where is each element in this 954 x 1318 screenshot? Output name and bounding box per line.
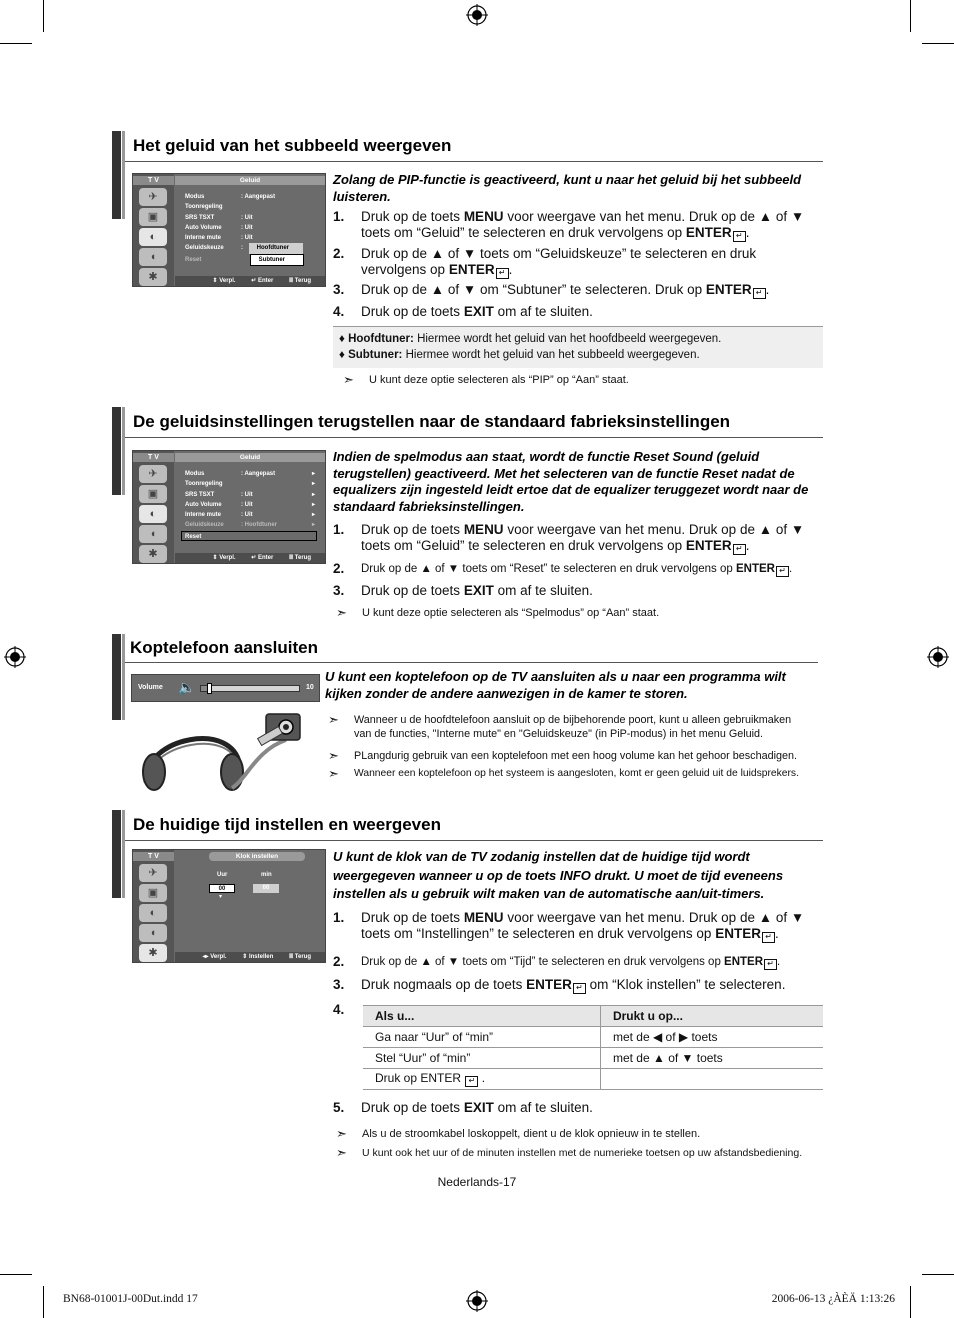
setup-icon: ✱ xyxy=(139,944,167,962)
slug-left: BN68-01001J-00Dut.indd 17 xyxy=(63,1293,198,1305)
menu-key: Geluidskeuze xyxy=(185,245,224,252)
hour-value: 00 xyxy=(209,884,235,893)
section-bar xyxy=(112,407,121,495)
menu-key: Modus xyxy=(185,471,205,477)
note-arrow-icon: ➣ xyxy=(336,605,347,620)
footer-enter: Enter xyxy=(257,278,274,284)
volume-label: Volume xyxy=(138,684,163,691)
section-bar xyxy=(122,634,125,720)
section-bar xyxy=(122,131,125,219)
volume-value: 10 xyxy=(306,684,314,691)
minute-label: min xyxy=(261,872,272,878)
picture-icon: ▣ xyxy=(139,884,167,902)
menu-value: : Uit xyxy=(241,224,253,231)
note-arrow-icon: ➣ xyxy=(336,1126,347,1141)
footer-move: Verpl. xyxy=(219,555,236,561)
menu-value: : Hoofdtuner xyxy=(241,522,277,529)
volume-osd xyxy=(131,674,320,702)
menu-header: Klok instellen xyxy=(209,852,305,861)
menu-key: Interne mute xyxy=(185,512,222,519)
section-intro: U kunt een koptelefoon op de TV aansluiten als u naar een programma wilt kijken zonder de andere aanwezigen in de kamer te storen. xyxy=(325,669,786,701)
crop-mark xyxy=(922,1274,954,1275)
picture-icon: ▣ xyxy=(139,208,167,226)
popup-option: Hoofdtuner xyxy=(249,243,303,253)
menu-key: SRS TSXT xyxy=(185,491,215,498)
table-row: Ga naar “Uur” of “min” met de ◀ of ▶ toets xyxy=(363,1027,823,1048)
page-number: Nederlands-17 xyxy=(437,1175,517,1189)
section-intro: Indien de spelmodus aan staat, wordt de functie Reset Sound (geluid terugstellen) geactiveerd. Met het selecteren van de functie Reset nadat de equalizers zijn ingesteld leidt ertoe dat de equalizer teruggezet wordt naar de standaard fabrieksinstellingen. xyxy=(333,449,809,514)
section-intro: U kunt de klok van de TV zodanig instellen dat de huidige tijd wordt weergegeven wanneer u op de toets INFO drukt. U moet de tijd eveneens instellen als u gebruik wilt maken van de automatische aan/uit-timers. xyxy=(333,849,784,901)
table-header: Drukt u op... xyxy=(600,1006,823,1027)
registration-mark-icon xyxy=(466,4,488,26)
section-bar xyxy=(122,407,125,495)
footer-set: Instellen xyxy=(248,954,274,960)
tv-menu-clock xyxy=(132,849,326,963)
note-arrow-icon: ➣ xyxy=(328,712,339,727)
menu-key: Auto Volume xyxy=(185,224,222,231)
crop-mark xyxy=(922,43,954,44)
channel-icon: ◖ xyxy=(139,248,167,266)
menu-key-selected: Reset xyxy=(185,533,202,540)
menu-footer: ⇕ Verpl. ↵ Enter Ⅲ Terug xyxy=(175,553,325,563)
crop-mark xyxy=(0,1274,32,1275)
crop-mark xyxy=(43,1286,44,1318)
menu-value: : Uit xyxy=(241,491,253,498)
footer-enter: Enter xyxy=(257,555,274,561)
section-title: De geluidsinstellingen terugstellen naar de standaard fabrieksinstellingen xyxy=(133,412,731,431)
table-row: Stel “Uur” of “min” met de ▲ of ▼ toets xyxy=(363,1048,823,1069)
registration-mark-icon xyxy=(927,646,949,668)
menu-value: : Uit xyxy=(241,214,253,221)
section-rule xyxy=(125,840,823,841)
note-arrow-icon: ➣ xyxy=(328,748,339,763)
menu-header: Geluid xyxy=(175,176,325,185)
setup-icon: ✱ xyxy=(139,268,167,286)
section-rule xyxy=(125,161,823,162)
menu-value: : Uit xyxy=(241,235,253,242)
crop-mark xyxy=(0,43,32,44)
table-row: Druk op ENTER ↵ . xyxy=(363,1069,823,1090)
section-bar xyxy=(112,131,121,219)
crop-mark xyxy=(910,0,911,32)
antenna-icon: ✈ xyxy=(139,465,167,483)
section-title: De huidige tijd instellen en weergeven xyxy=(133,815,441,834)
menu-value: : xyxy=(241,245,243,252)
section-title: Koptelefoon aansluiten xyxy=(130,638,318,657)
menu-key: Modus xyxy=(185,194,205,200)
menu-key: Geluidskeuze xyxy=(185,522,224,529)
menu-key: Auto Volume xyxy=(185,501,222,508)
sound-icon: ◐ xyxy=(139,228,167,246)
tv-label: T V xyxy=(133,852,174,861)
note-arrow-icon: ➣ xyxy=(343,372,354,387)
section-rule xyxy=(125,437,823,438)
key-table xyxy=(363,1005,823,1090)
minute-value: 00 xyxy=(253,884,279,893)
table-header: Als u... xyxy=(363,1006,600,1027)
menu-value: : Uit xyxy=(241,501,253,508)
footer-back: Terug xyxy=(294,954,311,960)
footer-move: Verpl. xyxy=(219,278,236,284)
channel-icon: ◖ xyxy=(139,924,167,942)
section-bar xyxy=(112,634,121,720)
menu-key: Toonregeling xyxy=(185,481,223,488)
footer-back: Terug xyxy=(294,555,311,561)
menu-key: Reset xyxy=(185,256,202,263)
menu-value: : Uit xyxy=(241,512,253,519)
tv-label: T V xyxy=(133,176,174,185)
menu-footer: ⇕ Verpl. ↵ Enter Ⅲ Terug xyxy=(175,276,325,286)
channel-icon: ◖ xyxy=(139,525,167,543)
antenna-icon: ✈ xyxy=(139,188,167,206)
volume-slider xyxy=(200,685,300,692)
registration-mark-icon xyxy=(466,1290,488,1312)
section-title: Het geluid van het subbeeld weergeven xyxy=(133,136,452,155)
tv-label: T V xyxy=(133,453,174,462)
section-intro: Zolang de PIP-functie is geactiveerd, kunt u naar het geluid bij het subbeeld luisteren. xyxy=(333,172,802,204)
crop-mark xyxy=(43,0,44,32)
tv-menu-sound xyxy=(132,173,326,287)
menu-value: : Aangepast xyxy=(241,471,276,477)
sound-icon: ◐ xyxy=(139,904,167,922)
footer-move: Verpl. xyxy=(210,954,227,960)
menu-header: Geluid xyxy=(175,453,325,462)
section-bar xyxy=(122,810,125,898)
info-box: ♦ Hoofdtuner: Hiermee wordt het geluid van het hoofdbeeld weergegeven. ♦ Subtuner: Hiermee wordt het geluid van het subbeeld weergegeven. xyxy=(333,326,823,368)
section-bar xyxy=(112,810,121,898)
down-arrow-icon: ▾ xyxy=(219,894,223,900)
picture-icon: ▣ xyxy=(139,485,167,503)
popup-option-selected: Subtuner xyxy=(250,254,304,266)
tv-menu-reset: T V ✈ ▣ ◐ ◖ ✱ Geluid Modus : Aangepast ▸ Toonregeling ▸ SRS TSXT : Uit ▸ Auto Volume : Uit ▸ Interne mute : Uit ▸ Geluidskeuze : Hoofdtuner ▸ Reset ⇕ Verpl. ↵ Enter Ⅲ Terug xyxy=(132,450,326,564)
slug-right: 2006-06-13 ¿ÀÈÄ 1:13:26 xyxy=(771,1293,895,1305)
section-rule xyxy=(125,662,818,663)
speaker-icon: 🔈 xyxy=(178,679,196,695)
antenna-icon: ✈ xyxy=(139,864,167,882)
setup-icon: ✱ xyxy=(139,545,167,563)
menu-key: Interne mute xyxy=(185,235,222,242)
note-arrow-icon: ➣ xyxy=(336,1145,347,1160)
footer-back: Terug xyxy=(294,278,311,284)
note-arrow-icon: ➣ xyxy=(328,766,339,781)
hour-label: Uur xyxy=(217,872,228,878)
registration-mark-icon xyxy=(4,646,26,668)
menu-value: : Aangepast xyxy=(241,194,276,200)
volume-knob xyxy=(207,683,212,694)
sound-icon: ◐ xyxy=(139,505,167,523)
menu-footer: ◂▸ Verpl. ⇕ Instellen Ⅲ Terug xyxy=(175,952,325,962)
crop-mark xyxy=(910,1286,911,1318)
headphones-icon xyxy=(136,710,304,794)
menu-key: Toonregeling xyxy=(185,204,223,211)
menu-key: SRS TSXT xyxy=(185,214,215,221)
